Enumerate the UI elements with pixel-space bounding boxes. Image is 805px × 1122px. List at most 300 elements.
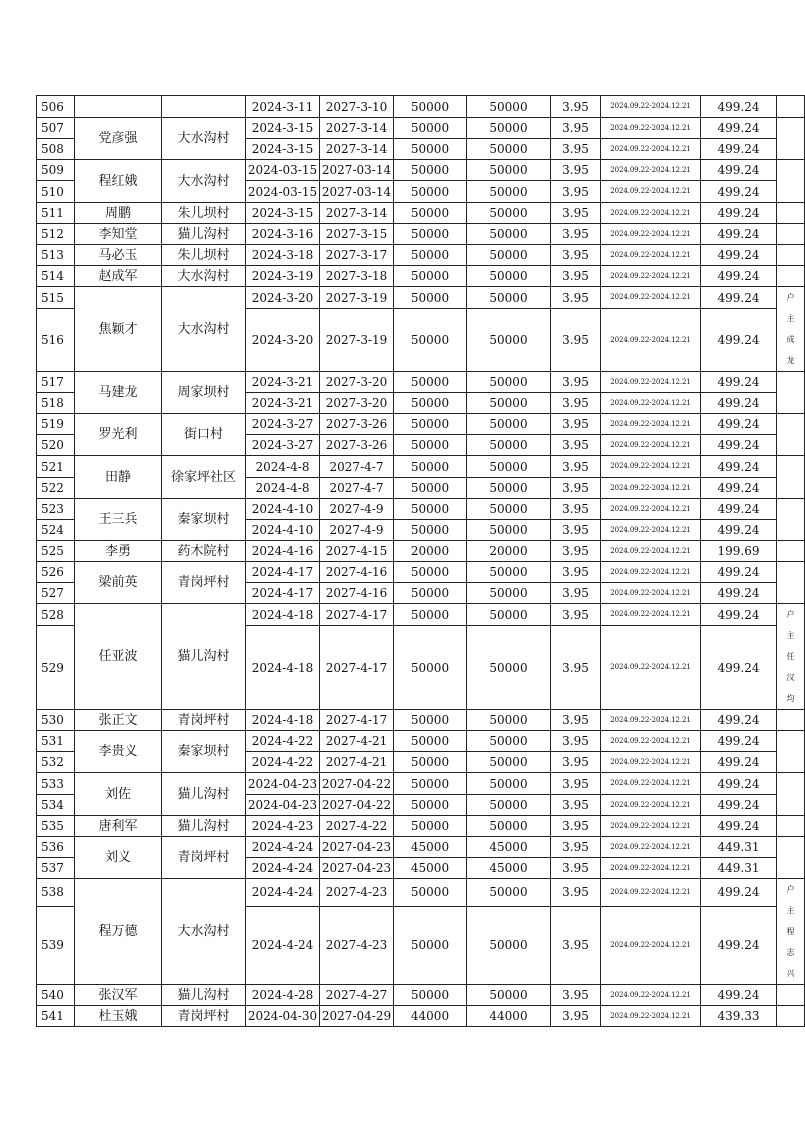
remark-cell	[777, 245, 805, 266]
interest-period-cell: 2024.09.22-2024.12.21	[601, 309, 701, 372]
interest-period-cell: 2024.09.22-2024.12.21	[601, 562, 701, 583]
interest-rate-cell: 3.95	[551, 985, 601, 1006]
interest-amount-cell: 499.24	[701, 203, 777, 224]
loan-amount-cell: 44000	[394, 1006, 467, 1027]
loan-balance-cell: 50000	[467, 160, 551, 181]
loan-start-date-cell: 2024-4-17	[246, 562, 320, 583]
interest-rate-cell: 3.95	[551, 752, 601, 773]
row-number-cell: 526	[37, 562, 75, 583]
loan-start-date-cell: 2024-3-20	[246, 287, 320, 309]
loan-balance-cell: 50000	[467, 287, 551, 309]
row-number-cell: 533	[37, 773, 75, 795]
remark-cell	[777, 731, 805, 773]
row-number-cell: 511	[37, 203, 75, 224]
loan-end-date-cell: 2027-3-19	[320, 309, 394, 372]
loan-amount-cell: 50000	[394, 287, 467, 309]
loan-amount-cell: 50000	[394, 160, 467, 181]
row-number-cell: 520	[37, 435, 75, 456]
row-number-cell: 528	[37, 604, 75, 626]
borrower-name-cell: 张正文	[75, 710, 162, 731]
interest-rate-cell: 3.95	[551, 224, 601, 245]
loan-amount-cell: 50000	[394, 203, 467, 224]
loan-amount-cell: 45000	[394, 837, 467, 858]
loan-start-date-cell: 2024-3-21	[246, 372, 320, 393]
village-cell: 大水沟村	[162, 160, 246, 203]
village-cell: 大水沟村	[162, 879, 246, 985]
remark-cell	[777, 118, 805, 160]
loan-amount-cell: 50000	[394, 773, 467, 795]
village-cell	[162, 96, 246, 118]
loan-balance-cell: 50000	[467, 203, 551, 224]
interest-period-cell: 2024.09.22-2024.12.21	[601, 816, 701, 837]
row-number-cell: 518	[37, 393, 75, 414]
remark-cell	[777, 499, 805, 541]
interest-period-cell: 2024.09.22-2024.12.21	[601, 245, 701, 266]
village-cell: 大水沟村	[162, 118, 246, 160]
village-cell: 猫儿沟村	[162, 224, 246, 245]
row-number-cell: 529	[37, 626, 75, 710]
row-number-cell: 535	[37, 816, 75, 837]
village-cell: 青岗坪村	[162, 562, 246, 604]
loan-balance-cell: 50000	[467, 414, 551, 435]
loan-balance-cell: 50000	[467, 139, 551, 160]
row-number-cell: 515	[37, 287, 75, 309]
loan-end-date-cell: 2027-4-7	[320, 478, 394, 499]
row-number-cell: 538	[37, 879, 75, 907]
row-number-cell: 509	[37, 160, 75, 181]
loan-balance-cell: 50000	[467, 435, 551, 456]
interest-amount-cell: 499.24	[701, 499, 777, 520]
remark-cell	[777, 604, 805, 710]
table-row	[37, 266, 805, 287]
interest-amount-cell: 499.24	[701, 456, 777, 478]
borrower-name-cell: 唐利军	[75, 816, 162, 837]
remark-cell	[777, 1006, 805, 1027]
interest-amount-cell: 499.24	[701, 520, 777, 541]
loan-balance-cell: 50000	[467, 372, 551, 393]
loan-end-date-cell: 2027-03-14	[320, 160, 394, 181]
interest-rate-cell: 3.95	[551, 245, 601, 266]
loan-amount-cell: 50000	[394, 906, 467, 984]
village-cell: 街口村	[162, 414, 246, 456]
interest-rate-cell: 3.95	[551, 203, 601, 224]
loan-end-date-cell: 2027-04-22	[320, 795, 394, 816]
interest-amount-cell: 499.24	[701, 604, 777, 626]
interest-period-cell: 2024.09.22-2024.12.21	[601, 1006, 701, 1027]
interest-amount-cell: 499.24	[701, 266, 777, 287]
loan-balance-cell: 50000	[467, 795, 551, 816]
loan-end-date-cell: 2027-4-17	[320, 626, 394, 710]
remark-cell	[777, 562, 805, 604]
loan-balance-cell: 50000	[467, 752, 551, 773]
village-cell: 大水沟村	[162, 287, 246, 372]
interest-amount-cell: 499.24	[701, 906, 777, 984]
table-body	[37, 96, 805, 1027]
loan-end-date-cell: 2027-3-10	[320, 96, 394, 118]
loan-balance-cell: 50000	[467, 456, 551, 478]
loan-start-date-cell: 2024-4-17	[246, 583, 320, 604]
interest-period-cell: 2024.09.22-2024.12.21	[601, 478, 701, 499]
loan-start-date-cell: 2024-04-30	[246, 1006, 320, 1027]
borrower-name-cell: 党彦强	[75, 118, 162, 160]
loan-amount-cell: 50000	[394, 118, 467, 139]
table-row	[37, 710, 805, 731]
interest-amount-cell: 499.24	[701, 985, 777, 1006]
row-number-cell: 522	[37, 478, 75, 499]
village-cell: 青岗坪村	[162, 710, 246, 731]
interest-rate-cell: 3.95	[551, 478, 601, 499]
interest-amount-cell: 199.69	[701, 541, 777, 562]
loan-amount-cell: 50000	[394, 139, 467, 160]
remark-cell	[777, 203, 805, 224]
loan-balance-cell: 50000	[467, 816, 551, 837]
remark-cell	[777, 266, 805, 287]
interest-period-cell: 2024.09.22-2024.12.21	[601, 96, 701, 118]
loan-start-date-cell: 2024-3-11	[246, 96, 320, 118]
interest-rate-cell: 3.95	[551, 456, 601, 478]
village-cell: 猫儿沟村	[162, 604, 246, 710]
loan-amount-cell: 50000	[394, 456, 467, 478]
loan-balance-cell: 50000	[467, 604, 551, 626]
loan-balance-cell: 50000	[467, 393, 551, 414]
loan-balance-cell: 50000	[467, 710, 551, 731]
loan-end-date-cell: 2027-04-23	[320, 858, 394, 879]
interest-rate-cell: 3.95	[551, 1006, 601, 1027]
row-number-cell: 527	[37, 583, 75, 604]
loan-amount-cell: 50000	[394, 710, 467, 731]
row-number-cell: 530	[37, 710, 75, 731]
loan-end-date-cell: 2027-3-19	[320, 287, 394, 309]
loan-end-date-cell: 2027-3-14	[320, 118, 394, 139]
interest-rate-cell: 3.95	[551, 435, 601, 456]
village-cell: 朱儿坝村	[162, 203, 246, 224]
loan-start-date-cell: 2024-4-24	[246, 858, 320, 879]
loan-end-date-cell: 2027-4-23	[320, 879, 394, 907]
row-number-cell: 514	[37, 266, 75, 287]
loan-interest-table	[36, 95, 795, 1027]
loan-start-date-cell: 2024-4-18	[246, 604, 320, 626]
table-row	[37, 879, 805, 907]
borrower-name-cell: 罗光利	[75, 414, 162, 456]
remark-cell	[777, 224, 805, 245]
loan-end-date-cell: 2027-04-23	[320, 837, 394, 858]
table-row	[37, 773, 805, 795]
loan-end-date-cell: 2027-4-9	[320, 499, 394, 520]
interest-amount-cell: 499.24	[701, 435, 777, 456]
loan-balance-cell: 50000	[467, 245, 551, 266]
table-row	[37, 456, 805, 478]
interest-rate-cell: 3.95	[551, 837, 601, 858]
interest-period-cell: 2024.09.22-2024.12.21	[601, 795, 701, 816]
interest-amount-cell: 499.24	[701, 160, 777, 181]
row-number-cell: 516	[37, 309, 75, 372]
remark-cell	[777, 160, 805, 203]
interest-rate-cell: 3.95	[551, 541, 601, 562]
interest-rate-cell: 3.95	[551, 879, 601, 907]
borrower-name-cell: 赵成军	[75, 266, 162, 287]
table-row	[37, 414, 805, 435]
table-row	[37, 985, 805, 1006]
interest-amount-cell: 499.24	[701, 245, 777, 266]
interest-rate-cell: 3.95	[551, 858, 601, 879]
interest-period-cell: 2024.09.22-2024.12.21	[601, 879, 701, 907]
row-number-cell: 519	[37, 414, 75, 435]
village-cell: 周家坝村	[162, 372, 246, 414]
loan-end-date-cell: 2027-3-20	[320, 393, 394, 414]
borrower-name-cell: 李知堂	[75, 224, 162, 245]
loan-balance-cell: 50000	[467, 773, 551, 795]
loan-amount-cell: 50000	[394, 752, 467, 773]
loan-balance-cell: 45000	[467, 837, 551, 858]
borrower-name-cell	[75, 96, 162, 118]
loan-start-date-cell: 2024-3-16	[246, 224, 320, 245]
loan-amount-cell: 45000	[394, 858, 467, 879]
interest-period-cell: 2024.09.22-2024.12.21	[601, 499, 701, 520]
interest-amount-cell: 499.24	[701, 96, 777, 118]
borrower-name-cell: 周鹏	[75, 203, 162, 224]
loan-balance-cell: 50000	[467, 224, 551, 245]
table-row	[37, 604, 805, 626]
interest-amount-cell: 499.24	[701, 478, 777, 499]
interest-period-cell: 2024.09.22-2024.12.21	[601, 456, 701, 478]
loan-end-date-cell: 2027-3-20	[320, 372, 394, 393]
loan-amount-cell: 50000	[394, 879, 467, 907]
table-row	[37, 203, 805, 224]
interest-amount-cell: 499.24	[701, 414, 777, 435]
village-cell: 徐家坪社区	[162, 456, 246, 499]
interest-amount-cell: 499.24	[701, 287, 777, 309]
interest-amount-cell: 499.24	[701, 816, 777, 837]
loan-balance-cell: 50000	[467, 520, 551, 541]
remark-cell	[777, 96, 805, 118]
loan-balance-cell: 50000	[467, 96, 551, 118]
loan-end-date-cell: 2027-4-23	[320, 906, 394, 984]
remark-cell	[777, 837, 805, 879]
loan-end-date-cell: 2027-3-15	[320, 224, 394, 245]
loan-end-date-cell: 2027-3-14	[320, 203, 394, 224]
village-cell: 青岗坪村	[162, 1006, 246, 1027]
row-number-cell: 536	[37, 837, 75, 858]
remark-cell	[777, 985, 805, 1006]
loan-balance-cell: 50000	[467, 478, 551, 499]
remark-text: 户主成龙	[786, 293, 795, 365]
row-number-cell: 525	[37, 541, 75, 562]
borrower-name-cell: 李勇	[75, 541, 162, 562]
row-number-cell: 521	[37, 456, 75, 478]
interest-period-cell: 2024.09.22-2024.12.21	[601, 224, 701, 245]
interest-amount-cell: 499.24	[701, 731, 777, 752]
interest-period-cell: 2024.09.22-2024.12.21	[601, 752, 701, 773]
loan-start-date-cell: 2024-3-18	[246, 245, 320, 266]
table-row	[37, 562, 805, 583]
loan-end-date-cell: 2027-04-29	[320, 1006, 394, 1027]
interest-period-cell: 2024.09.22-2024.12.21	[601, 626, 701, 710]
remark-cell	[777, 710, 805, 731]
interest-amount-cell: 499.24	[701, 795, 777, 816]
loan-end-date-cell: 2027-4-15	[320, 541, 394, 562]
loan-amount-cell: 50000	[394, 583, 467, 604]
interest-period-cell: 2024.09.22-2024.12.21	[601, 773, 701, 795]
loan-end-date-cell: 2027-4-7	[320, 456, 394, 478]
row-number-cell: 540	[37, 985, 75, 1006]
interest-rate-cell: 3.95	[551, 731, 601, 752]
table-row	[37, 1006, 805, 1027]
table-row	[37, 160, 805, 181]
interest-rate-cell: 3.95	[551, 287, 601, 309]
table-row	[37, 816, 805, 837]
table-row	[37, 499, 805, 520]
table-row	[37, 837, 805, 858]
interest-rate-cell: 3.95	[551, 816, 601, 837]
interest-rate-cell: 3.95	[551, 562, 601, 583]
remark-cell	[777, 372, 805, 414]
interest-period-cell: 2024.09.22-2024.12.21	[601, 520, 701, 541]
row-number-cell: 513	[37, 245, 75, 266]
interest-rate-cell: 3.95	[551, 906, 601, 984]
interest-amount-cell: 499.24	[701, 879, 777, 907]
loan-start-date-cell: 2024-3-15	[246, 139, 320, 160]
loan-end-date-cell: 2027-4-21	[320, 752, 394, 773]
loan-start-date-cell: 2024-4-10	[246, 499, 320, 520]
loan-start-date-cell: 2024-4-8	[246, 456, 320, 478]
row-number-cell: 531	[37, 731, 75, 752]
interest-amount-cell: 499.24	[701, 626, 777, 710]
remark-text: 户主任汉均	[786, 610, 795, 703]
interest-period-cell: 2024.09.22-2024.12.21	[601, 985, 701, 1006]
interest-period-cell: 2024.09.22-2024.12.21	[601, 583, 701, 604]
interest-rate-cell: 3.95	[551, 96, 601, 118]
loan-start-date-cell: 2024-03-15	[246, 160, 320, 181]
remark-text: 户主程志兴	[786, 885, 795, 978]
loan-amount-cell: 50000	[394, 520, 467, 541]
interest-rate-cell: 3.95	[551, 710, 601, 731]
loan-balance-cell: 45000	[467, 858, 551, 879]
loan-start-date-cell: 2024-4-16	[246, 541, 320, 562]
table-row	[37, 731, 805, 752]
row-number-cell: 539	[37, 906, 75, 984]
loan-amount-cell: 50000	[394, 181, 467, 203]
loan-end-date-cell: 2027-4-16	[320, 583, 394, 604]
interest-amount-cell: 499.24	[701, 181, 777, 203]
loan-end-date-cell: 2027-03-14	[320, 181, 394, 203]
row-number-cell: 534	[37, 795, 75, 816]
interest-period-cell: 2024.09.22-2024.12.21	[601, 203, 701, 224]
loan-end-date-cell: 2027-3-26	[320, 435, 394, 456]
interest-period-cell: 2024.09.22-2024.12.21	[601, 541, 701, 562]
loan-start-date-cell: 2024-3-20	[246, 309, 320, 372]
interest-period-cell: 2024.09.22-2024.12.21	[601, 435, 701, 456]
interest-rate-cell: 3.95	[551, 604, 601, 626]
interest-period-cell: 2024.09.22-2024.12.21	[601, 710, 701, 731]
village-cell: 猫儿沟村	[162, 985, 246, 1006]
table-row	[37, 372, 805, 393]
loan-amount-cell: 50000	[394, 435, 467, 456]
interest-amount-cell: 499.24	[701, 139, 777, 160]
loan-amount-cell: 50000	[394, 499, 467, 520]
remark-cell	[777, 414, 805, 456]
loan-end-date-cell: 2027-3-17	[320, 245, 394, 266]
loan-start-date-cell: 2024-04-23	[246, 773, 320, 795]
loan-start-date-cell: 2024-4-23	[246, 816, 320, 837]
loan-balance-cell: 50000	[467, 309, 551, 372]
interest-amount-cell: 499.24	[701, 710, 777, 731]
table-row	[37, 245, 805, 266]
interest-period-cell: 2024.09.22-2024.12.21	[601, 266, 701, 287]
loan-start-date-cell: 2024-3-27	[246, 435, 320, 456]
borrower-name-cell: 张汉军	[75, 985, 162, 1006]
interest-amount-cell: 499.24	[701, 393, 777, 414]
remark-cell	[777, 773, 805, 816]
loan-balance-cell: 50000	[467, 583, 551, 604]
loan-start-date-cell: 2024-4-22	[246, 752, 320, 773]
borrower-name-cell: 任亚波	[75, 604, 162, 710]
interest-period-cell: 2024.09.22-2024.12.21	[601, 160, 701, 181]
interest-period-cell: 2024.09.22-2024.12.21	[601, 139, 701, 160]
interest-period-cell: 2024.09.22-2024.12.21	[601, 372, 701, 393]
loan-amount-cell: 50000	[394, 562, 467, 583]
remark-cell	[777, 287, 805, 372]
loan-balance-cell: 50000	[467, 118, 551, 139]
loan-end-date-cell: 2027-04-22	[320, 773, 394, 795]
interest-rate-cell: 3.95	[551, 160, 601, 181]
village-cell: 药木院村	[162, 541, 246, 562]
row-number-cell: 507	[37, 118, 75, 139]
loan-amount-cell: 50000	[394, 414, 467, 435]
table-row	[37, 118, 805, 139]
interest-amount-cell: 439.33	[701, 1006, 777, 1027]
borrower-name-cell: 刘佐	[75, 773, 162, 816]
loan-start-date-cell: 2024-4-18	[246, 626, 320, 710]
interest-period-cell: 2024.09.22-2024.12.21	[601, 837, 701, 858]
interest-amount-cell: 449.31	[701, 858, 777, 879]
interest-rate-cell: 3.95	[551, 520, 601, 541]
interest-amount-cell: 499.24	[701, 562, 777, 583]
borrower-name-cell: 程红娥	[75, 160, 162, 203]
borrower-name-cell: 王三兵	[75, 499, 162, 541]
row-number-cell: 523	[37, 499, 75, 520]
interest-period-cell: 2024.09.22-2024.12.21	[601, 287, 701, 309]
loan-balance-cell: 50000	[467, 985, 551, 1006]
loan-amount-cell: 20000	[394, 541, 467, 562]
loan-amount-cell: 50000	[394, 393, 467, 414]
interest-amount-cell: 499.24	[701, 752, 777, 773]
loan-end-date-cell: 2027-4-16	[320, 562, 394, 583]
loan-balance-cell: 50000	[467, 562, 551, 583]
loan-amount-cell: 50000	[394, 309, 467, 372]
table-row	[37, 96, 805, 118]
interest-amount-cell: 499.24	[701, 773, 777, 795]
loan-start-date-cell: 2024-3-21	[246, 393, 320, 414]
row-number-cell: 517	[37, 372, 75, 393]
loan-end-date-cell: 2027-4-9	[320, 520, 394, 541]
table-row	[37, 541, 805, 562]
interest-rate-cell: 3.95	[551, 372, 601, 393]
interest-amount-cell: 499.24	[701, 583, 777, 604]
row-number-cell: 524	[37, 520, 75, 541]
loan-start-date-cell: 2024-4-10	[246, 520, 320, 541]
remark-cell	[777, 816, 805, 837]
loan-start-date-cell: 2024-3-15	[246, 118, 320, 139]
row-number-cell: 510	[37, 181, 75, 203]
interest-rate-cell: 3.95	[551, 393, 601, 414]
interest-amount-cell: 499.24	[701, 118, 777, 139]
village-cell: 青岗坪村	[162, 837, 246, 879]
village-cell: 朱儿坝村	[162, 245, 246, 266]
borrower-name-cell: 程万德	[75, 879, 162, 985]
table-row	[37, 224, 805, 245]
remark-cell	[777, 879, 805, 985]
loan-start-date-cell: 2024-04-23	[246, 795, 320, 816]
